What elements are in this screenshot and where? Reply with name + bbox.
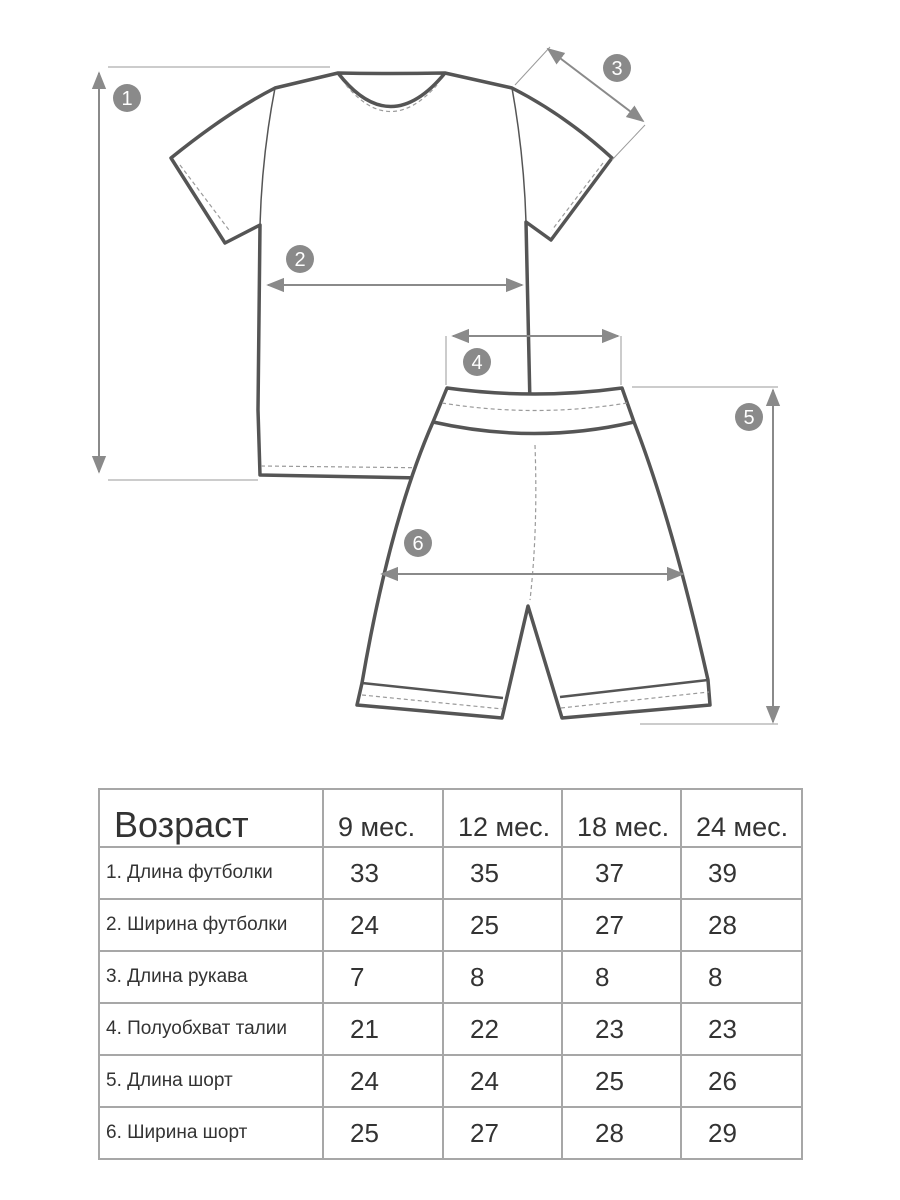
age-col-12: 12 мес.	[443, 789, 562, 847]
table-cell: 28	[681, 899, 802, 951]
table-cell: 29	[681, 1107, 802, 1159]
table-cell: 8	[443, 951, 562, 1003]
table-cell: 37	[562, 847, 681, 899]
table-cell: 22	[443, 1003, 562, 1055]
row-label: 5. Длина шорт	[99, 1055, 323, 1107]
svg-text:4: 4	[471, 352, 483, 374]
marker-5	[735, 403, 763, 431]
table-row	[99, 1055, 802, 1107]
table-cell: 33	[323, 847, 443, 899]
table-cell: 25	[323, 1107, 443, 1159]
table-cell: 25	[562, 1055, 681, 1107]
table-cell: 7	[323, 951, 443, 1003]
table-cell: 23	[562, 1003, 681, 1055]
table-cell: 39	[681, 847, 802, 899]
table-cell: 21	[323, 1003, 443, 1055]
size-table	[98, 788, 803, 1160]
table-row	[99, 1107, 802, 1159]
marker-4	[463, 348, 491, 376]
row-label: 4. Полуобхват талии	[99, 1003, 323, 1055]
table-cell: 24	[323, 899, 443, 951]
svg-text:6: 6	[412, 533, 424, 555]
marker-1	[113, 84, 141, 112]
table-cell: 25	[443, 899, 562, 951]
svg-text:3: 3	[611, 58, 623, 80]
age-col-9: 9 мес.	[323, 789, 443, 847]
marker-3	[603, 54, 631, 82]
table-cell: 27	[443, 1107, 562, 1159]
table-header-row	[99, 789, 802, 847]
row-label: 1. Длина футболки	[99, 847, 323, 899]
age-col-24: 24 мес.	[681, 789, 802, 847]
table-row	[99, 899, 802, 951]
table-cell: 27	[562, 899, 681, 951]
row-label: 2. Ширина футболки	[99, 899, 323, 951]
table-cell: 8	[562, 951, 681, 1003]
table-cell: 24	[443, 1055, 562, 1107]
table-cell: 26	[681, 1055, 802, 1107]
age-header: Возраст	[99, 789, 323, 847]
table-cell: 28	[562, 1107, 681, 1159]
row-label: 3. Длина рукава	[99, 951, 323, 1003]
svg-text:5: 5	[743, 407, 755, 429]
table-cell: 24	[323, 1055, 443, 1107]
table-row	[99, 951, 802, 1003]
table-cell: 35	[443, 847, 562, 899]
arrow-3	[548, 49, 643, 121]
table-row	[99, 1003, 802, 1055]
table-cell: 8	[681, 951, 802, 1003]
svg-text:2: 2	[294, 249, 306, 271]
age-col-18: 18 мес.	[562, 789, 681, 847]
marker-6	[404, 529, 432, 557]
marker-2	[286, 245, 314, 273]
row-label: 6. Ширина шорт	[99, 1107, 323, 1159]
table-row	[99, 847, 802, 899]
table-cell: 23	[681, 1003, 802, 1055]
svg-text:1: 1	[121, 88, 133, 110]
